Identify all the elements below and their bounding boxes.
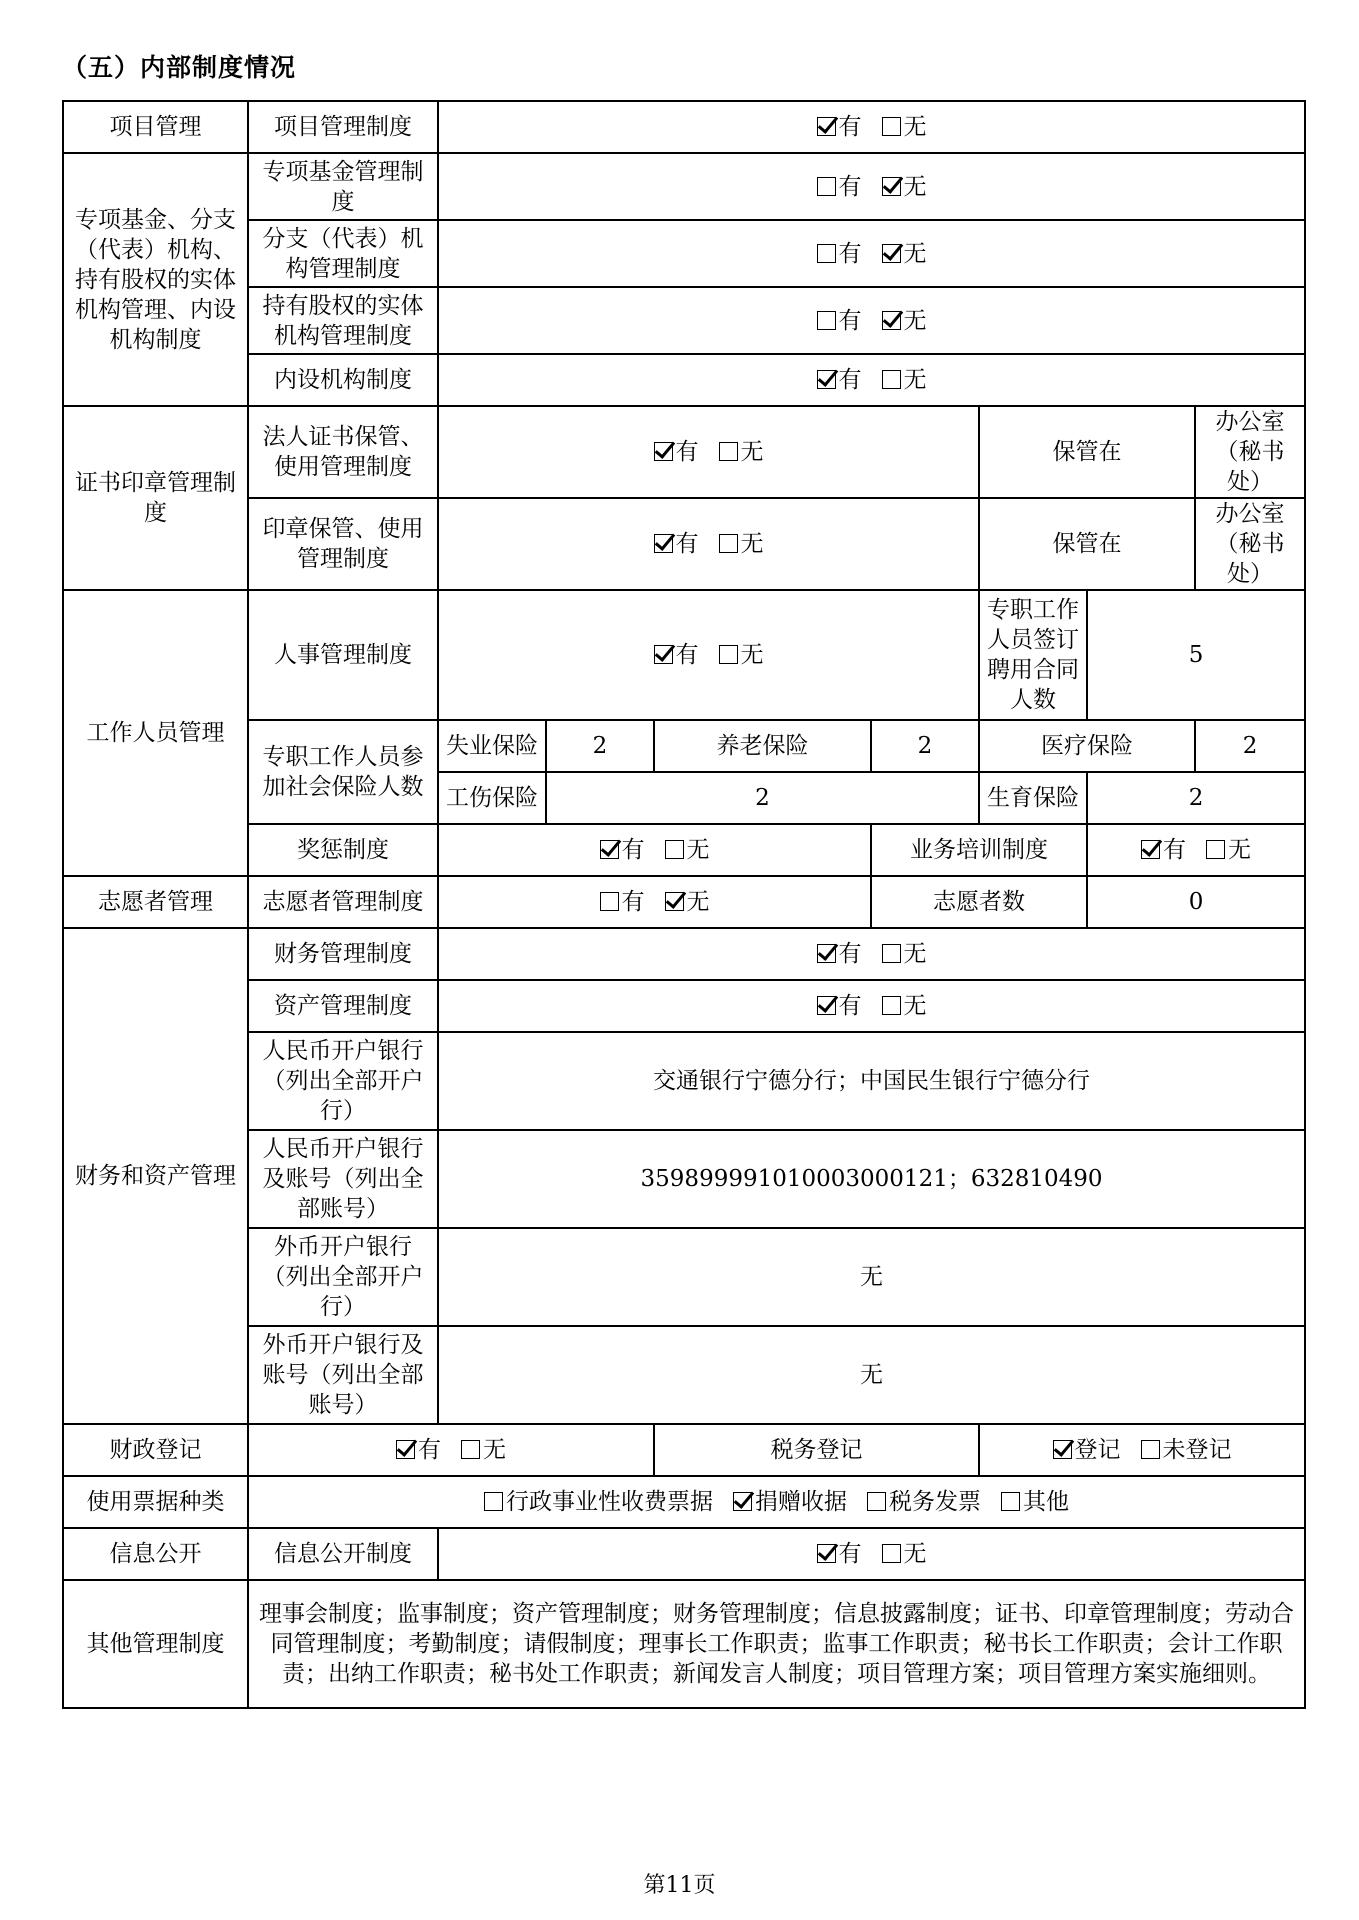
row-fiscal <box>63 1424 1305 1476</box>
checkbox-label: 无 <box>903 307 927 334</box>
medical-count: 2 <box>1195 720 1305 772</box>
radio-training <box>1087 824 1305 876</box>
unchecked-box-icon <box>867 1492 886 1511</box>
category-disclosure: 信息公开 <box>63 1528 248 1580</box>
checkbox-label: 有 <box>621 837 645 863</box>
item-rmb-banks: 人民币开户银行（列出全部开户行） <box>248 1032 438 1130</box>
radio-cert <box>438 406 979 498</box>
checkbox-no[interactable] <box>719 437 764 467</box>
row-project-mgmt <box>63 101 1305 153</box>
checkbox-yes[interactable] <box>600 887 645 917</box>
unemployment-count: 2 <box>546 720 654 772</box>
checkbox-label: 无 <box>903 367 927 393</box>
item-reward: 奖惩制度 <box>248 824 438 876</box>
checkbox-registered[interactable] <box>1053 1435 1121 1465</box>
unchecked-box-icon <box>719 534 738 553</box>
row-cert <box>63 406 1305 498</box>
unchecked-box-icon <box>1141 1440 1160 1459</box>
item-personnel: 人事管理制度 <box>248 590 438 720</box>
injury-count: 2 <box>546 772 979 824</box>
row-asset <box>63 980 1305 1032</box>
checkbox-no[interactable] <box>882 112 927 142</box>
checkbox-label: 有 <box>621 889 645 915</box>
section-title: （五）内部制度情况 <box>62 53 297 82</box>
internal-system-table <box>62 100 1306 1709</box>
pension-label: 养老保险 <box>654 720 871 772</box>
item-seal: 印章保管、使用管理制度 <box>248 498 438 590</box>
item-special-fund: 专项基金管理制度 <box>248 153 438 220</box>
row-volunteer <box>63 876 1305 928</box>
checkbox-label: 无 <box>1228 837 1252 863</box>
radio-branch <box>438 220 1305 287</box>
checkbox-yes[interactable] <box>654 640 699 670</box>
item-equity: 持有股权的实体机构管理制度 <box>248 287 438 354</box>
checked-box-icon <box>882 311 901 330</box>
checkbox-no[interactable] <box>719 640 764 670</box>
checkbox-label: 无 <box>740 531 764 557</box>
maternity-count: 2 <box>1087 772 1305 824</box>
checkbox-label: 无 <box>686 837 710 863</box>
checked-box-icon <box>654 442 673 461</box>
checkbox-yes[interactable] <box>817 1539 862 1569</box>
checkbox-yes[interactable] <box>817 306 862 336</box>
checkbox-label: 有 <box>838 1541 862 1567</box>
checkbox-label: 未登记 <box>1162 1437 1232 1463</box>
checkbox-no[interactable] <box>461 1435 506 1465</box>
checkbox-label: 无 <box>740 439 764 465</box>
row-personnel <box>63 590 1305 720</box>
checkbox-yes[interactable] <box>654 437 699 467</box>
checkbox-label: 无 <box>903 240 927 267</box>
radio-asset <box>438 980 1305 1032</box>
checked-box-icon <box>882 177 901 196</box>
item-cert: 法人证书保管、使用管理制度 <box>248 406 438 498</box>
unchecked-box-icon <box>461 1440 480 1459</box>
item-financial: 财务管理制度 <box>248 928 438 980</box>
radio-financial <box>438 928 1305 980</box>
checkbox-label: 无 <box>903 114 927 140</box>
radio-fiscal <box>248 1424 654 1476</box>
other-systems-value: 理事会制度；监事制度；资产管理制度；财务管理制度；信息披露制度；证书、印章管理制度；劳动合同管理制度；考勤制度；请假制度；理事长工作职责；监事工作职责；秘书长工作职责；会计工作职责；出纳工作职责；秘书处工作职责；新闻发言人制度；项目管理方案；项目管理方案实施细则。 <box>248 1580 1305 1708</box>
checkbox-label: 登记 <box>1074 1437 1121 1463</box>
checked-box-icon <box>817 944 836 963</box>
checkbox-label: 无 <box>903 941 927 967</box>
row-branch <box>63 220 1305 287</box>
checked-box-icon <box>654 645 673 664</box>
checkbox-no[interactable] <box>665 887 710 917</box>
category-volunteer: 志愿者管理 <box>63 876 248 928</box>
tax-label: 税务登记 <box>654 1424 979 1476</box>
checkbox-no[interactable] <box>882 939 927 969</box>
checked-box-icon <box>665 892 684 911</box>
bill-option-0[interactable] <box>484 1487 713 1517</box>
unchecked-box-icon <box>882 944 901 963</box>
unchecked-box-icon <box>882 370 901 389</box>
seal-location: 办公室（秘书处） <box>1195 498 1305 590</box>
item-volunteer: 志愿者管理制度 <box>248 876 438 928</box>
bill-option-2[interactable] <box>867 1487 981 1517</box>
checkbox-yes[interactable] <box>817 991 862 1021</box>
fx-accounts-value: 无 <box>438 1326 1305 1424</box>
radio-special-fund <box>438 153 1305 220</box>
checkbox-yes[interactable] <box>654 529 699 559</box>
checkbox-label: 有 <box>675 642 699 668</box>
item-branch: 分支（代表）机构管理制度 <box>248 220 438 287</box>
row-insurance-1 <box>63 720 1305 772</box>
unchecked-box-icon <box>484 1492 503 1511</box>
checked-box-icon <box>1053 1440 1072 1459</box>
volunteer-count-label: 志愿者数 <box>871 876 1087 928</box>
radio-disclosure <box>438 1528 1305 1580</box>
maternity-label: 生育保险 <box>979 772 1087 824</box>
checked-box-icon <box>817 1544 836 1563</box>
unemployment-label: 失业保险 <box>438 720 546 772</box>
checkbox-yes[interactable] <box>600 835 645 865</box>
row-disclosure <box>63 1528 1305 1580</box>
contract-label: 专职工作人员签订聘用合同人数 <box>979 590 1087 720</box>
unchecked-box-icon <box>817 177 836 196</box>
checkbox-label: 有 <box>838 240 862 267</box>
checkbox-no[interactable] <box>882 991 927 1021</box>
row-rmb-accounts <box>63 1130 1305 1228</box>
row-seal <box>63 498 1305 590</box>
checked-box-icon <box>882 244 901 263</box>
item-project-mgmt: 项目管理制度 <box>248 101 438 153</box>
checkbox-no[interactable] <box>882 1539 927 1569</box>
row-financial <box>63 928 1305 980</box>
checkbox-label: 有 <box>838 993 862 1019</box>
category-cert-seal: 证书印章管理制度 <box>63 406 248 590</box>
row-rmb-banks <box>63 1032 1305 1130</box>
radio-reward <box>438 824 871 876</box>
checkbox-label: 捐赠收据 <box>755 1489 848 1515</box>
category-project-mgmt: 项目管理 <box>63 101 248 153</box>
checkbox-unregistered[interactable] <box>1141 1435 1232 1465</box>
rmb-banks-value: 交通银行宁德分行；中国民生银行宁德分行 <box>438 1032 1305 1130</box>
checked-box-icon <box>817 370 836 389</box>
cert-location: 办公室（秘书处） <box>1195 406 1305 498</box>
row-fx-accounts <box>63 1326 1305 1424</box>
kept-at-label: 保管在 <box>979 406 1195 498</box>
unchecked-box-icon <box>719 645 738 664</box>
checkbox-label: 无 <box>740 642 764 668</box>
checked-box-icon <box>654 534 673 553</box>
checkbox-yes[interactable] <box>817 112 862 142</box>
item-disclosure: 信息公开制度 <box>248 1528 438 1580</box>
checkbox-label: 无 <box>903 173 927 200</box>
page-number: 第11页 <box>643 1873 716 1898</box>
row-bills <box>63 1476 1305 1528</box>
kept-at-label: 保管在 <box>979 498 1195 590</box>
checkbox-label: 有 <box>675 531 699 557</box>
rmb-accounts-value: 359899991010003000121；632810490 <box>438 1130 1305 1228</box>
unchecked-box-icon <box>882 1544 901 1563</box>
checkbox-label: 税务发票 <box>889 1489 982 1515</box>
checkbox-no[interactable] <box>665 835 710 865</box>
category-other: 其他管理制度 <box>63 1580 248 1708</box>
row-equity <box>63 287 1305 354</box>
injury-label: 工伤保险 <box>438 772 546 824</box>
unchecked-box-icon <box>1206 840 1225 859</box>
item-insurance: 专职工作人员参加社会保险人数 <box>248 720 438 824</box>
radio-equity <box>438 287 1305 354</box>
radio-seal <box>438 498 979 590</box>
bill-option-1[interactable] <box>733 1487 847 1517</box>
checkbox-label: 有 <box>838 114 862 140</box>
unchecked-box-icon <box>600 892 619 911</box>
checkbox-label: 无 <box>903 993 927 1019</box>
category-finance: 财务和资产管理 <box>63 928 248 1424</box>
row-internal <box>63 354 1305 406</box>
checkbox-label: 有 <box>838 941 862 967</box>
unchecked-box-icon <box>882 996 901 1015</box>
checkbox-no[interactable] <box>1206 835 1251 865</box>
checkbox-yes[interactable] <box>817 239 862 269</box>
item-internal: 内设机构制度 <box>248 354 438 406</box>
radio-personnel <box>438 590 979 720</box>
checkbox-label: 无 <box>483 1437 506 1463</box>
checkbox-no[interactable] <box>882 239 927 269</box>
training-label: 业务培训制度 <box>871 824 1087 876</box>
checkbox-no[interactable] <box>882 172 927 202</box>
category-bills: 使用票据种类 <box>63 1476 248 1528</box>
unchecked-box-icon <box>665 840 684 859</box>
checkbox-yes[interactable] <box>817 365 862 395</box>
unchecked-box-icon <box>882 117 901 136</box>
unchecked-box-icon <box>1001 1492 1020 1511</box>
checkbox-label: 有 <box>838 173 862 200</box>
radio-project-mgmt <box>438 101 1305 153</box>
bill-option-3[interactable] <box>1001 1487 1069 1517</box>
checkbox-yes[interactable] <box>396 1435 441 1465</box>
checkbox-label: 其他 <box>1023 1489 1070 1515</box>
checkbox-label: 有 <box>838 367 862 393</box>
checkbox-no[interactable] <box>719 529 764 559</box>
checkbox-label: 无 <box>686 889 710 915</box>
unchecked-box-icon <box>817 311 836 330</box>
unchecked-box-icon <box>817 244 836 263</box>
category-fund-branch: 专项基金、分支（代表）机构、持有股权的实体机构管理、内设机构制度 <box>63 153 248 406</box>
checkbox-label: 有 <box>1163 837 1187 863</box>
radio-volunteer <box>438 876 871 928</box>
checked-box-icon <box>817 996 836 1015</box>
medical-label: 医疗保险 <box>979 720 1195 772</box>
checkbox-label: 有 <box>838 307 862 334</box>
checkbox-no[interactable] <box>882 306 927 336</box>
radio-internal <box>438 354 1305 406</box>
checkbox-no[interactable] <box>882 365 927 395</box>
unchecked-box-icon <box>719 442 738 461</box>
item-fx-accounts: 外币开户银行及账号（列出全部账号） <box>248 1326 438 1424</box>
checkbox-label: 有 <box>675 439 699 465</box>
row-other <box>63 1580 1305 1708</box>
checkbox-label: 行政事业性收费票据 <box>506 1489 714 1515</box>
item-rmb-accounts: 人民币开户银行及账号（列出全部账号） <box>248 1130 438 1228</box>
checkbox-label: 有 <box>418 1437 441 1463</box>
checkbox-yes[interactable] <box>817 172 862 202</box>
checkbox-label: 无 <box>903 1541 927 1567</box>
radio-tax <box>979 1424 1305 1476</box>
pension-count: 2 <box>871 720 979 772</box>
checked-box-icon <box>396 1440 415 1459</box>
checkbox-yes[interactable] <box>1141 835 1186 865</box>
contract-count: 5 <box>1087 590 1305 720</box>
item-asset: 资产管理制度 <box>248 980 438 1032</box>
checked-box-icon <box>1141 840 1160 859</box>
bill-types <box>248 1476 1305 1528</box>
item-fx-banks: 外币开户银行（列出全部开户行） <box>248 1228 438 1326</box>
category-staff: 工作人员管理 <box>63 590 248 876</box>
checked-box-icon <box>817 117 836 136</box>
row-fx-banks <box>63 1228 1305 1326</box>
checked-box-icon <box>600 840 619 859</box>
fx-banks-value: 无 <box>438 1228 1305 1326</box>
volunteer-count: 0 <box>1087 876 1305 928</box>
row-reward <box>63 824 1305 876</box>
checked-box-icon <box>733 1492 752 1511</box>
row-special-fund <box>63 153 1305 220</box>
category-fiscal: 财政登记 <box>63 1424 248 1476</box>
checkbox-yes[interactable] <box>817 939 862 969</box>
